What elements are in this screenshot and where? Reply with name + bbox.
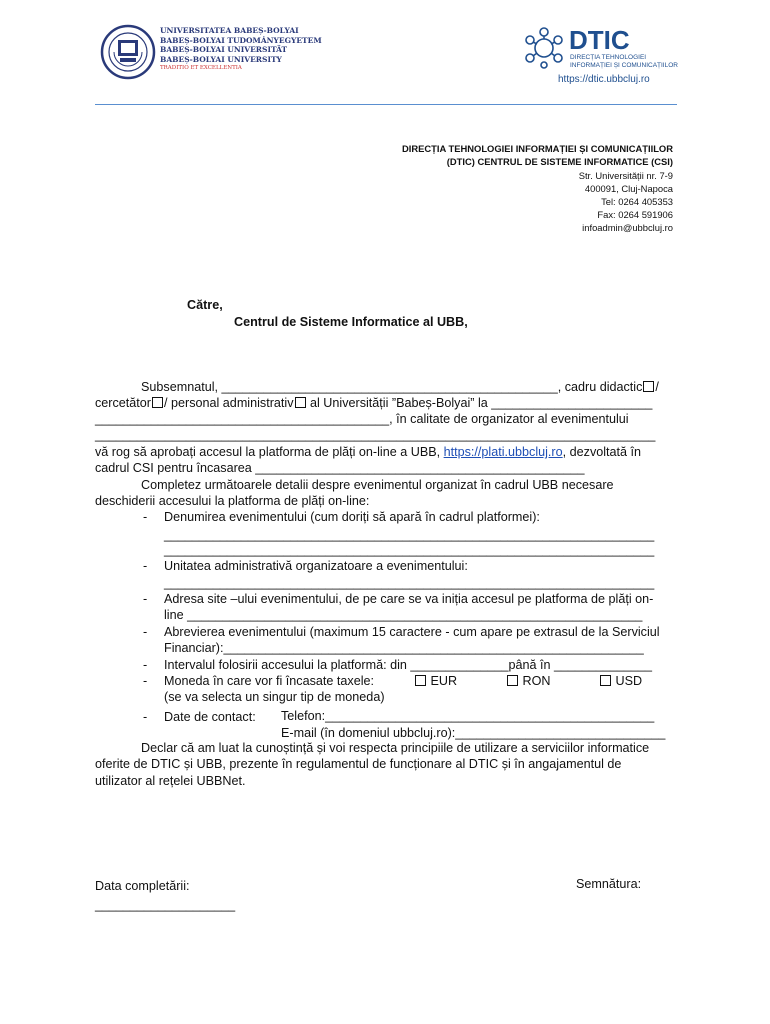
item-contact-label: Date de contact: [164,710,256,724]
body-line-5 [95,444,641,461]
date-label: Data completării: [95,879,190,893]
address-center: (DTIC) CENTRUL DE SISTEME INFORMATICE (CSI) [446,156,673,167]
bullet-dash: - [143,625,148,639]
bullet-dash: - [143,710,148,724]
checkbox-personal-administrativ[interactable] [295,397,306,408]
collection-field[interactable]: cadrul CSI pentru încasarea _______________________________________________ [95,461,585,475]
ubb-motto: TRADITIO ET EXCELLENTIA [160,65,242,71]
unit-field[interactable]: ______________________________________________________________________ [164,576,655,590]
label-personal-administrativ: / personal administrativ [164,396,294,410]
address-tel: Tel: 0264 405353 [601,196,673,207]
checkbox-ron[interactable] [507,675,518,686]
address-fax: Fax: 0264 591906 [597,209,673,220]
request-text-end: , dezvoltată în [562,445,642,459]
declaration-line-1: Declar că am luat la cunoștință și voi respecta principiile de utilizare a serviciilor informatice [141,741,650,755]
bullet-dash: - [143,658,148,672]
currency-ron-label: RON [522,674,551,688]
ubb-name-hu: BABEȘ-BOLYAI TUDOMÁNYEGYETEM [160,35,322,45]
dtic-subtitle-1: DIRECȚIA TEHNOLOGIEI [570,54,647,61]
event-name-field-2[interactable]: ______________________________________________________________________ [164,543,655,557]
bullet-dash: - [143,559,148,573]
item-currency-label: Moneda în care vor fi încasate taxele: [164,674,375,688]
address-city: 400091, Cluj-Napoca [584,183,673,194]
ubb-name-de: BABEȘ-BOLYAI UNIVERSITÄT [160,45,288,54]
slash: / [655,380,659,394]
currency-note: (se va selecta un singur tip de moneda) [164,690,385,704]
checkbox-eur[interactable] [415,675,426,686]
currency-usd-option[interactable] [599,673,642,690]
ubb-logo [100,24,322,80]
details-intro-1: Completez următoarele detalii despre evenimentul organizat în cadrul UBB necesare [141,478,614,492]
declarant-name-field[interactable]: Subsemnatul, ________________________________________________, cadru didactic [141,380,643,394]
site-field[interactable]: line _________________________________________________________________ [164,608,643,622]
phone-field[interactable]: Telefon:_______________________________________________ [281,709,655,723]
body-line-1 [141,379,659,396]
header-divider [95,104,677,105]
ubb-seal-icon [100,24,156,80]
faculty-field[interactable]: al Universității ”Babeș-Bolyai” la _______________________ [306,396,653,410]
event-name-field-1[interactable]: ______________________________________________________________________ [164,528,655,542]
interval-field[interactable]: Intervalul folosirii accesului la platformă: din ______________până în ______________ [164,658,653,672]
dtic-url[interactable]: https://dtic.ubbcluj.ro [558,74,650,85]
plati-link[interactable]: https://plati.ubbcluj.ro [443,445,563,459]
email-field[interactable]: E-mail (în domeniul ubbcluj.ro):______________________________ [281,726,666,740]
bullet-dash: - [143,592,148,606]
address-street: Str. Universității nr. 7-9 [578,170,673,181]
address-email: infoadmin@ubbcluj.ro [582,222,673,233]
item-unit-label: Unitatea administrativă organizatoare a evenimentului: [164,559,468,573]
date-field[interactable]: ____________________ [95,898,236,912]
details-intro-2: deschiderii accesului la platforma de plăți on-line: [95,494,370,508]
request-text: vă rog să aprobați accesul la platforma de plăți on-line a UBB, [95,445,444,459]
abbrev-field[interactable]: Financiar):____________________________________________________________ [164,641,644,655]
recipient-name: Centrul de Sisteme Informatice al UBB, [234,315,468,329]
item-event-name-label: Denumirea evenimentului (cum doriți să apară în cadrul platformei): [164,510,540,524]
currency-eur-option[interactable] [414,673,457,690]
dtic-network-icon [522,26,566,70]
checkbox-cercetator[interactable] [152,397,163,408]
dtic-title: DTIC [569,25,630,55]
bullet-dash: - [143,510,148,524]
declaration-line-2: oferite de DTIC și UBB, prezente în regulamentul de funcționare al DTIC și în angajamentul de [95,757,622,771]
signature-label: Semnătura: [576,877,642,891]
address-dept: DIRECȚIA TEHNOLOGIEI INFORMAȚIEI ȘI COMUNICAȚIILOR [401,143,673,154]
dtic-logo [522,26,682,90]
item-site-label: Adresa site –ului evenimentului, de pe care se va iniția accesul pe platforma de plăți on- [164,592,654,606]
item-abbrev-label: Abrevierea evenimentului (maximum 15 caractere - cum apare pe extrasul de la Serviciul [164,625,660,639]
recipient-to: Către, [187,298,223,312]
checkbox-cadru-didactic[interactable] [643,381,654,392]
dtic-subtitle-2: INFORMAȚIEI ȘI COMUNICAȚIILOR [570,62,678,69]
bullet-dash: - [143,674,148,688]
event-field[interactable]: ________________________________________________________________________________ [95,428,656,442]
label-cercetator: cercetător [95,396,151,410]
currency-eur-label: EUR [430,674,458,688]
currency-ron-option[interactable] [506,673,551,690]
body-line-2 [95,395,652,412]
currency-usd-label: USD [615,674,643,688]
checkbox-usd[interactable] [600,675,611,686]
ubb-name-ro: UNIVERSITATEA BABEȘ-BOLYAI [160,26,299,35]
body-line-3[interactable]: __________________________________________, în calitate de organizator al evenimentului [95,412,629,426]
ubb-name-en: BABEȘ-BOLYAI UNIVERSITY [160,54,282,64]
declaration-line-3: utilizator al rețelei UBBNet. [95,774,246,788]
